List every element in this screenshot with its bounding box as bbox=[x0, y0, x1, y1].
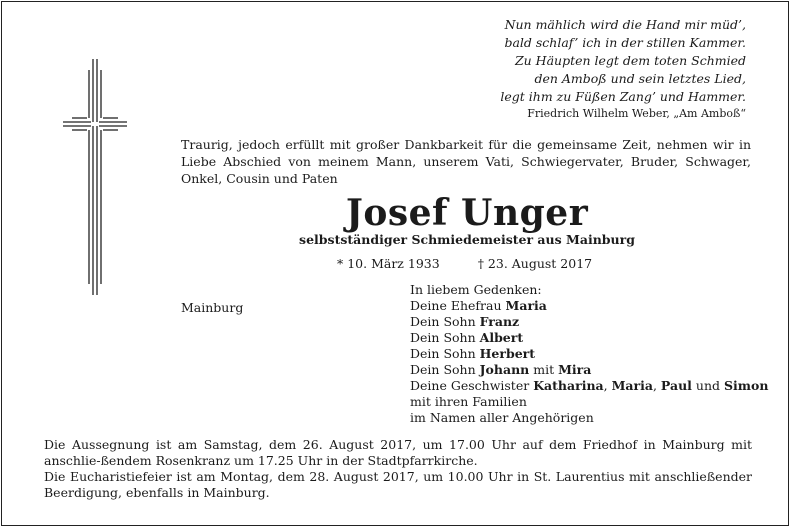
deceased-name: Josef Unger bbox=[345, 192, 589, 234]
mass-info: Die Eucharistiefeier ist am Montag, dem 28. August 2017, um 10.00 Uhr in St. Laurentius mit anschließender Beerdigung, ebenfalls in Mainburg. bbox=[44, 469, 752, 500]
birth-date: * 10. März 1933 bbox=[337, 256, 440, 271]
mourner-row: Dein Sohn Herbert bbox=[410, 346, 536, 361]
service-details bbox=[44, 437, 752, 501]
mourner-row: Dein Sohn Albert bbox=[410, 330, 524, 345]
poem-line: bald schlaf’ ich in der stillen Kammer. bbox=[504, 35, 746, 50]
poem bbox=[500, 16, 746, 122]
mourner-row: Deine Geschwister Katharina, Maria, Paul und Simon bbox=[410, 378, 769, 393]
poem-line: Zu Häupten legt dem toten Schmied bbox=[514, 53, 746, 68]
farewell-info: Die Aussegnung ist am Samstag, dem 26. August 2017, um 17.00 Uhr auf dem Friedhof in Mainburg mit anschlie-ßendem Rosenkranz um 17.25 Uhr in der Stadtpfarrkirche. bbox=[44, 437, 752, 468]
death-date: † 23. August 2017 bbox=[477, 256, 593, 271]
poem-line: Nun mählich wird die Hand mir müd’, bbox=[504, 17, 746, 32]
mourner-row: Dein Sohn Johann mit Mira bbox=[410, 362, 592, 377]
mourner-row: Dein Sohn Franz bbox=[410, 314, 520, 329]
obituary-notice bbox=[1, 1, 789, 526]
memory-heading: In liebem Gedenken: bbox=[410, 282, 542, 297]
mourners-list bbox=[410, 282, 768, 426]
deceased-title: selbstständiger Schmiedemeister aus Mainburg bbox=[299, 232, 635, 247]
mourner-row: im Namen aller Angehörigen bbox=[410, 410, 594, 425]
poem-line: legt ihm zu Füßen Zang’ und Hammer. bbox=[500, 89, 746, 104]
mourner-row: mit ihren Familien bbox=[410, 394, 527, 409]
mourner-row: Deine Ehefrau Maria bbox=[410, 298, 547, 313]
poem-line: den Amboß und sein letztes Lied, bbox=[534, 71, 746, 86]
life-dates bbox=[337, 256, 592, 271]
place: Mainburg bbox=[181, 300, 244, 315]
intro-text: Traurig, jedoch erfüllt mit großer Dankbarkeit für die gemeinsame Zeit, nehmen wir in Liebe Abschied von meinem Mann, unserem Vati, Schwiegervater, Bruder, Schwager, Onkel, Cousin und Paten bbox=[181, 137, 751, 186]
cross-icon bbox=[2, 2, 162, 302]
poem-author: Friedrich Wilhelm Weber, „Am Amboß“ bbox=[527, 107, 746, 120]
